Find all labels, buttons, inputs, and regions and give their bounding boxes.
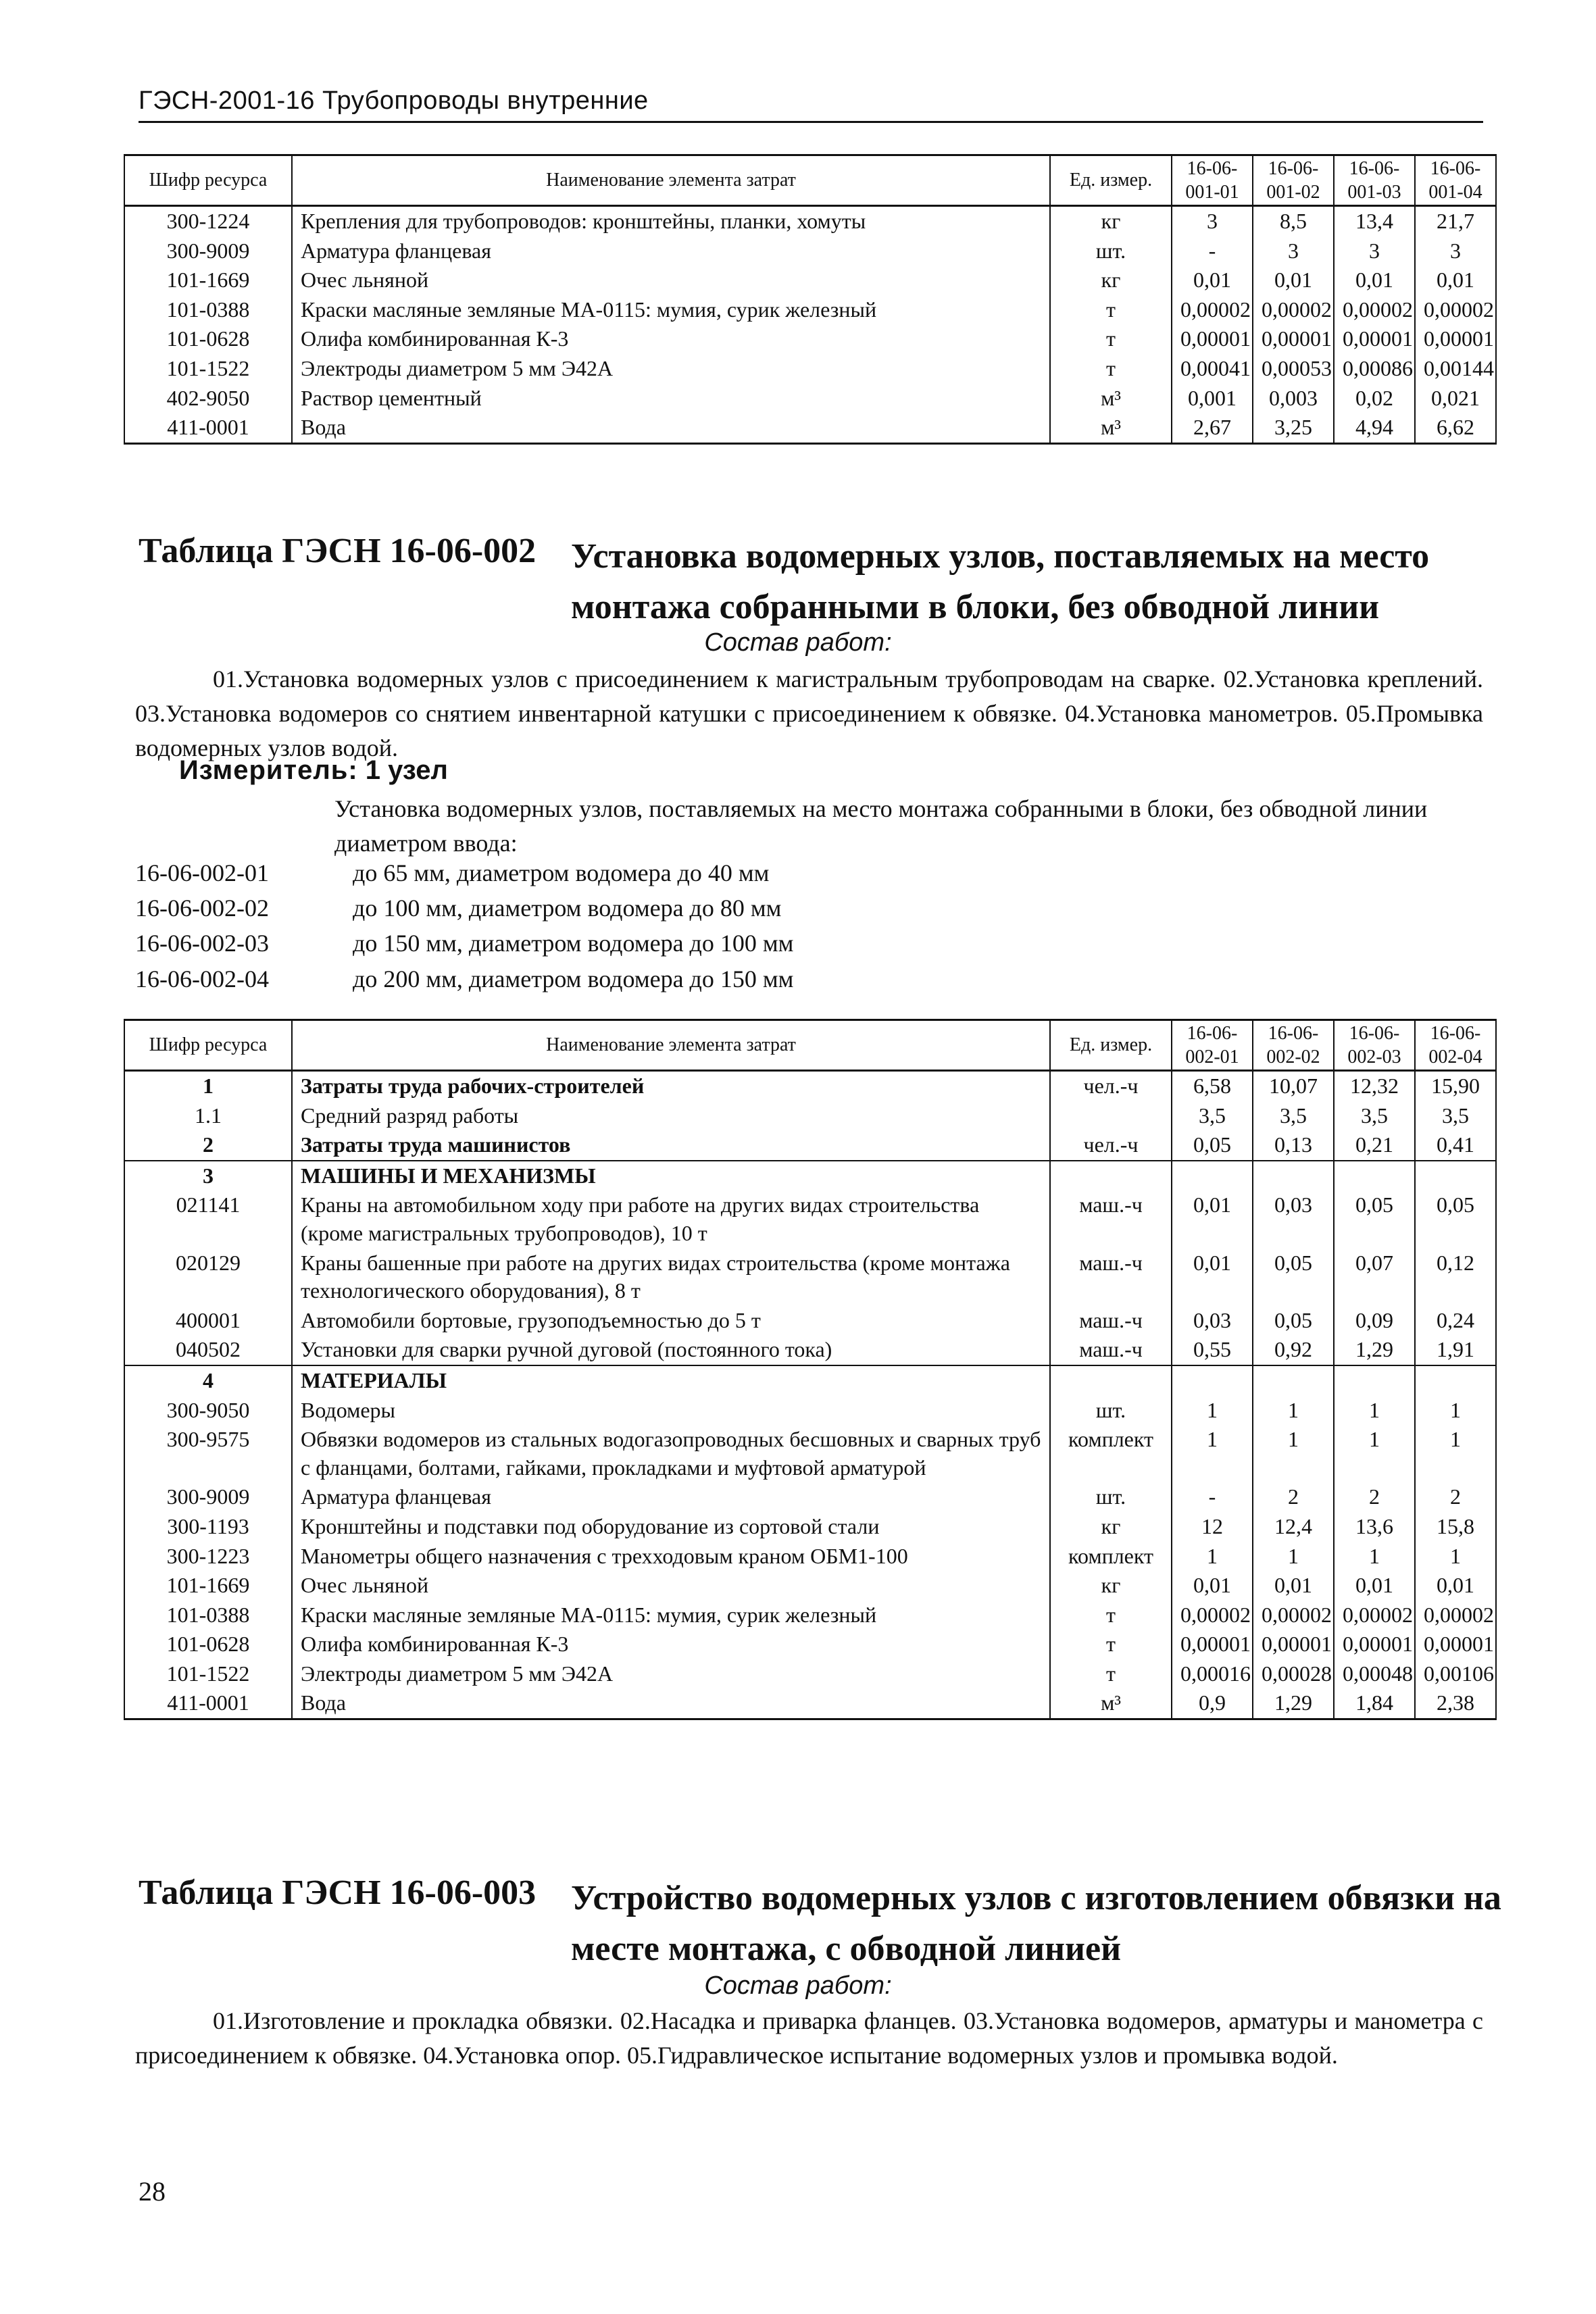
cell-code: 4 bbox=[124, 1365, 292, 1396]
table-row bbox=[124, 1688, 1496, 1719]
cell-name: Электроды диаметром 5 мм Э42А bbox=[292, 354, 1050, 384]
header-unit: Ед. измер. bbox=[1050, 155, 1172, 206]
cell-code: 101-0388 bbox=[124, 1601, 292, 1630]
cell-code: 101-0388 bbox=[124, 295, 292, 325]
cell-value-2: 3,25 bbox=[1253, 413, 1334, 443]
measurer-value: 1 узел bbox=[365, 755, 448, 785]
cell-value-4: 1,91 bbox=[1415, 1335, 1496, 1365]
cell-code: 402-9050 bbox=[124, 384, 292, 413]
cell-value-3: 0,00048 bbox=[1334, 1659, 1415, 1689]
cell-value-1: 0,01 bbox=[1172, 1571, 1253, 1601]
cell-code: 020129 bbox=[124, 1249, 292, 1306]
page-number: 28 bbox=[139, 2176, 166, 2207]
header-col-4: 16-06-001-04 bbox=[1415, 155, 1496, 206]
cell-code: 021141 bbox=[124, 1190, 292, 1248]
cell-code: 101-0628 bbox=[124, 1630, 292, 1659]
cell-value-4 bbox=[1415, 1365, 1496, 1396]
table-header-row bbox=[124, 1020, 1496, 1071]
cell-value-2: 0,03 bbox=[1253, 1190, 1334, 1248]
cell-value-1 bbox=[1172, 1161, 1253, 1191]
cell-code: 040502 bbox=[124, 1335, 292, 1365]
cell-code: 101-1522 bbox=[124, 354, 292, 384]
table-row bbox=[124, 1190, 1496, 1248]
cell-value-2: 3,5 bbox=[1253, 1101, 1334, 1131]
running-header: ГЭСН-2001-16 Трубопроводы внутренние bbox=[139, 86, 1483, 123]
cell-unit bbox=[1050, 1365, 1172, 1396]
cell-value-3: 4,94 bbox=[1334, 413, 1415, 443]
cell-value-3: 0,09 bbox=[1334, 1306, 1415, 1336]
table-row bbox=[124, 354, 1496, 384]
table-row bbox=[124, 1306, 1496, 1336]
cell-value-4: 6,62 bbox=[1415, 413, 1496, 443]
cell-name: Обвязки водомеров из стальных водогазопроводных бесшовных и сварных труб с фланцами, болтами, гайками, прокладками и муфтовой арматурой bbox=[292, 1425, 1050, 1482]
cell-value-1: 2,67 bbox=[1172, 413, 1253, 443]
cell-name: Установки для сварки ручной дуговой (постоянного тока) bbox=[292, 1335, 1050, 1365]
cell-name: Краски масляные земляные МА-0115: мумия, сурик железный bbox=[292, 295, 1050, 325]
cell-name: Кронштейны и подставки под оборудование из сортовой стали bbox=[292, 1512, 1050, 1542]
table-title-text: Установка водомерных узлов, поставляемых на место монтажа собранными в блоки, без обводной линии bbox=[571, 537, 1430, 627]
table-row bbox=[124, 295, 1496, 325]
cell-value-1: 0,00016 bbox=[1172, 1659, 1253, 1689]
cell-value-3 bbox=[1334, 1161, 1415, 1191]
cell-name: Затраты труда рабочих-строителей bbox=[292, 1071, 1050, 1101]
cell-unit: кг bbox=[1050, 1512, 1172, 1542]
cell-name: Арматура фланцевая bbox=[292, 236, 1050, 266]
cell-value-2: 1 bbox=[1253, 1396, 1334, 1426]
cell-value-2 bbox=[1253, 1365, 1334, 1396]
cell-value-4: 0,00106 bbox=[1415, 1659, 1496, 1689]
table-title-16-06-002 bbox=[139, 531, 1483, 639]
cell-value-4: 15,90 bbox=[1415, 1071, 1496, 1101]
cell-unit: т bbox=[1050, 1659, 1172, 1689]
table-body bbox=[124, 206, 1496, 444]
cell-unit: маш.-ч bbox=[1050, 1190, 1172, 1248]
cell-value-3: 1,29 bbox=[1334, 1335, 1415, 1365]
cell-value-2: 1 bbox=[1253, 1425, 1334, 1482]
cell-value-2: 0,13 bbox=[1253, 1130, 1334, 1161]
cell-value-2: 0,01 bbox=[1253, 1571, 1334, 1601]
cell-code: 300-1193 bbox=[124, 1512, 292, 1542]
cell-value-3: 12,32 bbox=[1334, 1071, 1415, 1101]
table-group-row bbox=[124, 1365, 1496, 1396]
table-row bbox=[124, 266, 1496, 295]
cell-value-4: 0,41 bbox=[1415, 1130, 1496, 1161]
cell-value-4: 0,24 bbox=[1415, 1306, 1496, 1336]
cell-unit: т bbox=[1050, 295, 1172, 325]
cell-unit bbox=[1050, 1101, 1172, 1131]
cell-value-4: 0,021 bbox=[1415, 384, 1496, 413]
cell-value-1: 0,001 bbox=[1172, 384, 1253, 413]
cell-unit: м³ bbox=[1050, 1688, 1172, 1719]
cell-code: 300-9575 bbox=[124, 1425, 292, 1482]
cell-value-4: 0,05 bbox=[1415, 1190, 1496, 1248]
cell-unit: т bbox=[1050, 324, 1172, 354]
cell-value-2 bbox=[1253, 1161, 1334, 1191]
cell-value-3 bbox=[1334, 1365, 1415, 1396]
cell-value-4: 2,38 bbox=[1415, 1688, 1496, 1719]
cell-value-1: 0,03 bbox=[1172, 1306, 1253, 1336]
header-code: Шифр ресурса bbox=[124, 1020, 292, 1071]
cell-value-4: 1 bbox=[1415, 1542, 1496, 1571]
cell-value-3: 13,4 bbox=[1334, 206, 1415, 236]
cell-value-2: 0,01 bbox=[1253, 266, 1334, 295]
cell-name: Олифа комбинированная К-3 bbox=[292, 324, 1050, 354]
measurer bbox=[179, 755, 448, 786]
cell-name: Крепления для трубопроводов: кронштейны, планки, хомуты bbox=[292, 206, 1050, 236]
cell-name: Водомеры bbox=[292, 1396, 1050, 1426]
cell-value-2: 2 bbox=[1253, 1482, 1334, 1512]
table-row bbox=[124, 1512, 1496, 1542]
cell-value-4 bbox=[1415, 1161, 1496, 1191]
cell-value-1: 0,00001 bbox=[1172, 324, 1253, 354]
cell-value-4: 1 bbox=[1415, 1425, 1496, 1482]
cell-value-2: 1 bbox=[1253, 1542, 1334, 1571]
cell-value-1: 0,00002 bbox=[1172, 295, 1253, 325]
cell-code: 101-1522 bbox=[124, 1659, 292, 1689]
cell-name: Краны башенные при работе на других видах строительства (кроме монтажа технологического оборудования), 8 т bbox=[292, 1249, 1050, 1306]
table-row bbox=[124, 1659, 1496, 1689]
cell-value-1: 3 bbox=[1172, 206, 1253, 236]
variant-code: 16-06-002-02 bbox=[135, 895, 269, 922]
header-name: Наименование элемента затрат bbox=[292, 155, 1050, 206]
table-row bbox=[124, 1425, 1496, 1482]
cell-unit: маш.-ч bbox=[1050, 1249, 1172, 1306]
cell-unit: шт. bbox=[1050, 236, 1172, 266]
cell-name: Средний разряд работы bbox=[292, 1101, 1050, 1131]
cell-value-2: 0,05 bbox=[1253, 1249, 1334, 1306]
cell-value-4: 0,12 bbox=[1415, 1249, 1496, 1306]
cell-value-1 bbox=[1172, 1365, 1253, 1396]
cell-value-2: 0,00001 bbox=[1253, 324, 1334, 354]
variant-code: 16-06-002-03 bbox=[135, 930, 269, 957]
header-col-3: 16-06-001-03 bbox=[1334, 155, 1415, 206]
table-row bbox=[124, 206, 1496, 236]
cell-code: 3 bbox=[124, 1161, 292, 1191]
cell-unit: чел.-ч bbox=[1050, 1130, 1172, 1161]
cell-value-2: 0,00001 bbox=[1253, 1630, 1334, 1659]
cell-value-4: 0,00002 bbox=[1415, 295, 1496, 325]
cell-code: 101-1669 bbox=[124, 266, 292, 295]
table-row bbox=[124, 1396, 1496, 1426]
table-row bbox=[124, 324, 1496, 354]
table-row bbox=[124, 1482, 1496, 1512]
variant-text: до 150 мм, диаметром водомера до 100 мм bbox=[353, 930, 794, 957]
cell-value-2: 10,07 bbox=[1253, 1071, 1334, 1101]
cell-code: 300-9009 bbox=[124, 236, 292, 266]
cell-value-4: 1 bbox=[1415, 1396, 1496, 1426]
cell-value-3: 1 bbox=[1334, 1396, 1415, 1426]
cell-unit: м³ bbox=[1050, 413, 1172, 443]
measurer-label: Измеритель: bbox=[179, 755, 358, 785]
cell-name: Автомобили бортовые, грузоподъемностью до 5 т bbox=[292, 1306, 1050, 1336]
cell-code: 1 bbox=[124, 1071, 292, 1101]
cell-value-1: 1 bbox=[1172, 1396, 1253, 1426]
cell-value-2: 0,92 bbox=[1253, 1335, 1334, 1365]
header-col-1: 16-06-001-01 bbox=[1172, 155, 1253, 206]
header-col-4: 16-06-002-04 bbox=[1415, 1020, 1496, 1071]
works-description: 01.Установка водомерных узлов с присоединением к магистральным трубопроводам на сварке. 02.Установка креплений. 03.Установка водомеров со снятием инвентарной катушки с присоединением к обвязке. 04.Установка манометров. 05.Промывка водомерных узлов водой. bbox=[135, 665, 1483, 762]
cell-value-1: 1 bbox=[1172, 1425, 1253, 1482]
cell-value-4: 0,00144 bbox=[1415, 354, 1496, 384]
cell-unit: шт. bbox=[1050, 1482, 1172, 1512]
cell-value-3: 1 bbox=[1334, 1542, 1415, 1571]
cell-value-2: 0,003 bbox=[1253, 384, 1334, 413]
cell-value-2: 0,00053 bbox=[1253, 354, 1334, 384]
cell-unit: шт. bbox=[1050, 1396, 1172, 1426]
cell-name: Краски масляные земляные МА-0115: мумия, сурик железный bbox=[292, 1601, 1050, 1630]
cell-unit: т bbox=[1050, 354, 1172, 384]
cell-value-1: 0,55 bbox=[1172, 1335, 1253, 1365]
cell-value-1: 3,5 bbox=[1172, 1101, 1253, 1131]
cell-unit bbox=[1050, 1161, 1172, 1191]
cell-code: 101-1669 bbox=[124, 1571, 292, 1601]
cell-value-3: 0,01 bbox=[1334, 266, 1415, 295]
table-row bbox=[124, 1071, 1496, 1101]
cell-value-4: 3 bbox=[1415, 236, 1496, 266]
cell-value-3: 0,01 bbox=[1334, 1571, 1415, 1601]
cell-value-4: 2 bbox=[1415, 1482, 1496, 1512]
table-row bbox=[124, 236, 1496, 266]
cell-value-2: 0,00028 bbox=[1253, 1659, 1334, 1689]
cell-value-3: 3,5 bbox=[1334, 1101, 1415, 1131]
cell-value-2: 0,05 bbox=[1253, 1306, 1334, 1336]
cell-name: Очес льняной bbox=[292, 266, 1050, 295]
cell-name: МАШИНЫ И МЕХАНИЗМЫ bbox=[292, 1161, 1050, 1191]
table-number-label: Таблица ГЭСН 16-06-002 bbox=[139, 532, 537, 570]
cell-unit: чел.-ч bbox=[1050, 1071, 1172, 1101]
cell-value-4: 0,01 bbox=[1415, 266, 1496, 295]
table-body bbox=[124, 1071, 1496, 1719]
resource-table-16-06-001 bbox=[124, 154, 1497, 445]
header-col-1: 16-06-002-01 bbox=[1172, 1020, 1253, 1071]
cell-value-3: 0,00001 bbox=[1334, 1630, 1415, 1659]
cell-code: 2 bbox=[124, 1130, 292, 1161]
cell-value-4: 0,00002 bbox=[1415, 1601, 1496, 1630]
sostav-label: Состав работ: bbox=[704, 1971, 892, 2000]
cell-unit: кг bbox=[1050, 1571, 1172, 1601]
cell-value-2: 8,5 bbox=[1253, 206, 1334, 236]
cell-unit: т bbox=[1050, 1630, 1172, 1659]
cell-value-3: 0,05 bbox=[1334, 1190, 1415, 1248]
cell-name: Очес льняной bbox=[292, 1571, 1050, 1601]
header-unit: Ед. измер. bbox=[1050, 1020, 1172, 1071]
works-description: 01.Изготовление и прокладка обвязки. 02.Насадка и приварка фланцев. 03.Установка водомеров, арматуры и манометра с присоединением к обвязке. 04.Установка опор. 05.Гидравлическое испытание водомерных узлов и промывка водой. bbox=[135, 2007, 1483, 2069]
table-row bbox=[124, 1335, 1496, 1365]
cell-name: Вода bbox=[292, 1688, 1050, 1719]
variant-code: 16-06-002-01 bbox=[135, 859, 269, 886]
cell-value-1: 0,01 bbox=[1172, 1249, 1253, 1306]
cell-name: МАТЕРИАЛЫ bbox=[292, 1365, 1050, 1396]
table-row bbox=[124, 1571, 1496, 1601]
table-header-row bbox=[124, 155, 1496, 206]
cell-value-1: 0,00041 bbox=[1172, 354, 1253, 384]
variant-item bbox=[135, 961, 793, 997]
cell-value-3: 13,6 bbox=[1334, 1512, 1415, 1542]
cell-value-4: 0,00001 bbox=[1415, 324, 1496, 354]
cell-value-2: 12,4 bbox=[1253, 1512, 1334, 1542]
resource-table-16-06-002 bbox=[124, 1019, 1497, 1720]
cell-value-3: 1,84 bbox=[1334, 1688, 1415, 1719]
cell-value-1: 0,00001 bbox=[1172, 1630, 1253, 1659]
cell-name: Олифа комбинированная К-3 bbox=[292, 1630, 1050, 1659]
cell-value-4: 21,7 bbox=[1415, 206, 1496, 236]
variant-code: 16-06-002-04 bbox=[135, 965, 269, 992]
cell-name: Вода bbox=[292, 413, 1050, 443]
header-code: Шифр ресурса bbox=[124, 155, 292, 206]
cell-name: Раствор цементный bbox=[292, 384, 1050, 413]
cell-code: 300-9009 bbox=[124, 1482, 292, 1512]
cell-value-1: 12 bbox=[1172, 1512, 1253, 1542]
cell-unit: т bbox=[1050, 1601, 1172, 1630]
variant-text: до 200 мм, диаметром водомера до 150 мм bbox=[353, 965, 794, 992]
cell-value-1: 0,00002 bbox=[1172, 1601, 1253, 1630]
table-number-label: Таблица ГЭСН 16-06-003 bbox=[139, 1873, 537, 1912]
cell-value-3: 0,21 bbox=[1334, 1130, 1415, 1161]
cell-name: Манометры общего назначения с трехходовым краном ОБМ1-100 bbox=[292, 1542, 1050, 1571]
variant-item bbox=[135, 890, 793, 926]
cell-unit: м³ bbox=[1050, 384, 1172, 413]
table-row bbox=[124, 1601, 1496, 1630]
table-row bbox=[124, 1630, 1496, 1659]
cell-name: Затраты труда машинистов bbox=[292, 1130, 1050, 1161]
table-title-text: Устройство водомерных узлов с изготовлением обвязки на месте монтажа, с обводной линией bbox=[571, 1879, 1501, 1969]
cell-name: Электроды диаметром 5 мм Э42А bbox=[292, 1659, 1050, 1689]
cell-code: 411-0001 bbox=[124, 413, 292, 443]
table-row bbox=[124, 1249, 1496, 1306]
header-col-2: 16-06-002-02 bbox=[1253, 1020, 1334, 1071]
sostav-label: Состав работ: bbox=[704, 628, 892, 657]
cell-value-3: 0,00086 bbox=[1334, 354, 1415, 384]
table-title-16-06-003 bbox=[139, 1873, 1501, 1981]
variant-text: до 100 мм, диаметром водомера до 80 мм bbox=[353, 895, 782, 922]
cell-value-4: 15,8 bbox=[1415, 1512, 1496, 1542]
cell-name: Арматура фланцевая bbox=[292, 1482, 1050, 1512]
variant-text: до 65 мм, диаметром водомера до 40 мм bbox=[353, 859, 770, 886]
table-row bbox=[124, 1101, 1496, 1131]
cell-value-3: 0,02 bbox=[1334, 384, 1415, 413]
cell-unit: маш.-ч bbox=[1050, 1306, 1172, 1336]
cell-value-3: 3 bbox=[1334, 236, 1415, 266]
header-col-2: 16-06-001-02 bbox=[1253, 155, 1334, 206]
cell-value-2: 3 bbox=[1253, 236, 1334, 266]
cell-value-1: 0,9 bbox=[1172, 1688, 1253, 1719]
variants-intro: Установка водомерных узлов, поставляемых на место монтажа собранными в блоки, без обводной линии диаметром ввода: bbox=[334, 795, 1428, 857]
cell-name: Краны на автомобильном ходу при работе на других видах строительства (кроме магистральных трубопроводов), 10 т bbox=[292, 1190, 1050, 1248]
cell-value-1: 0,01 bbox=[1172, 1190, 1253, 1248]
cell-value-3: 2 bbox=[1334, 1482, 1415, 1512]
cell-value-3: 0,00002 bbox=[1334, 295, 1415, 325]
variants-list bbox=[135, 855, 793, 997]
cell-value-3: 0,00002 bbox=[1334, 1601, 1415, 1630]
cell-unit: кг bbox=[1050, 206, 1172, 236]
cell-value-2: 0,00002 bbox=[1253, 1601, 1334, 1630]
cell-value-2: 0,00002 bbox=[1253, 295, 1334, 325]
header-name: Наименование элемента затрат bbox=[292, 1020, 1050, 1071]
cell-value-3: 1 bbox=[1334, 1425, 1415, 1482]
cell-code: 1.1 bbox=[124, 1101, 292, 1131]
cell-value-4: 3,5 bbox=[1415, 1101, 1496, 1131]
cell-code: 101-0628 bbox=[124, 324, 292, 354]
cell-value-4: 0,01 bbox=[1415, 1571, 1496, 1601]
cell-code: 300-1224 bbox=[124, 206, 292, 236]
cell-unit: маш.-ч bbox=[1050, 1335, 1172, 1365]
cell-value-1: - bbox=[1172, 236, 1253, 266]
cell-value-1: 0,01 bbox=[1172, 266, 1253, 295]
cell-unit: комплект bbox=[1050, 1542, 1172, 1571]
cell-unit: комплект bbox=[1050, 1425, 1172, 1482]
cell-code: 411-0001 bbox=[124, 1688, 292, 1719]
cell-value-1: 6,58 bbox=[1172, 1071, 1253, 1101]
cell-value-1: 0,05 bbox=[1172, 1130, 1253, 1161]
cell-code: 300-9050 bbox=[124, 1396, 292, 1426]
table-row bbox=[124, 1542, 1496, 1571]
cell-value-2: 1,29 bbox=[1253, 1688, 1334, 1719]
table-group-row bbox=[124, 1161, 1496, 1191]
table-row bbox=[124, 384, 1496, 413]
cell-value-1: - bbox=[1172, 1482, 1253, 1512]
variant-item bbox=[135, 855, 793, 890]
cell-value-1: 1 bbox=[1172, 1542, 1253, 1571]
cell-code: 400001 bbox=[124, 1306, 292, 1336]
variant-item bbox=[135, 926, 793, 961]
table-row bbox=[124, 413, 1496, 443]
cell-code: 300-1223 bbox=[124, 1542, 292, 1571]
cell-unit: кг bbox=[1050, 266, 1172, 295]
header-col-3: 16-06-002-03 bbox=[1334, 1020, 1415, 1071]
cell-value-3: 0,00001 bbox=[1334, 324, 1415, 354]
table-row bbox=[124, 1130, 1496, 1161]
cell-value-3: 0,07 bbox=[1334, 1249, 1415, 1306]
cell-value-4: 0,00001 bbox=[1415, 1630, 1496, 1659]
